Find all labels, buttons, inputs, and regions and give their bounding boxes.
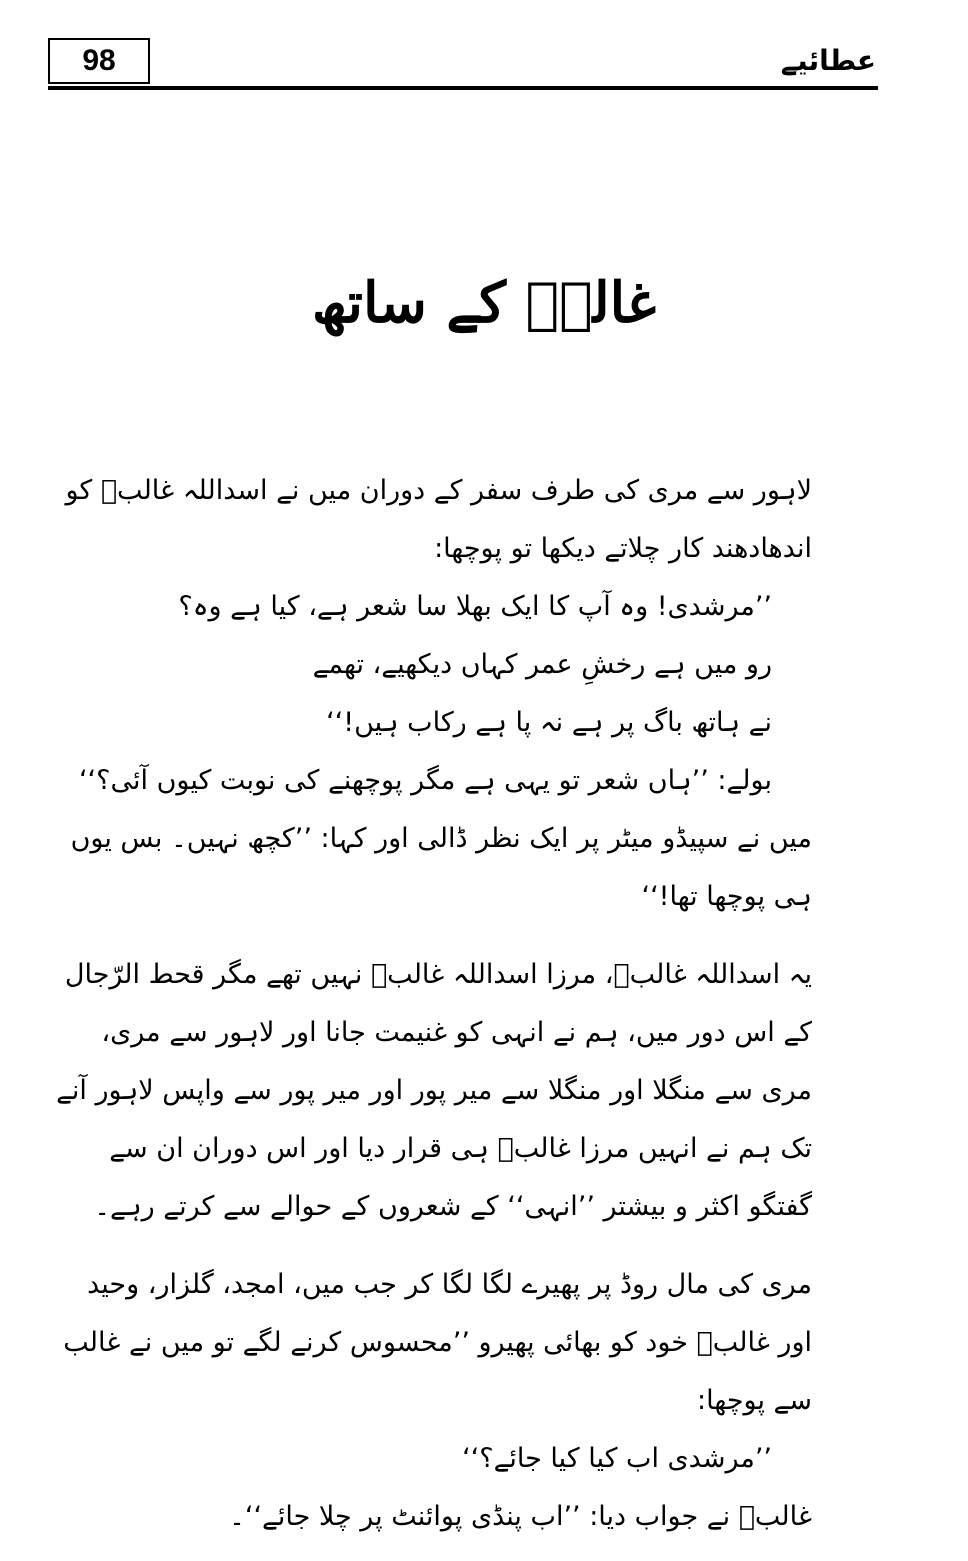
quote-line: ’’مرشدی اب کیا کیا جائے؟‘‘	[462, 1443, 772, 1474]
paragraph: یہ اسداللہ غالبؔ، مرزا اسداللہ غالبؔ نہیں تھے مگر قحط الرّجال کے اس دور میں، ہم نے انہی کو غنیمت جانا اور لاہور سے مری، مری سے منگلا اور منگلا سے میر پور اور میر پور سے واپس لاہور آنے تک ہم نے انہیں مرزا غالبؔ ہی قرار دیا اور اس دوران ان سے گفتگو اکثر و بیشتر ’’انہی‘‘ کے شعروں کے حوالے سے کرتے رہے۔	[56, 959, 812, 1222]
verse-line: نے ہاتھ باگ پر ہے نہ پا ہے رکاب ہیں!‘‘	[326, 707, 772, 738]
body-text	[52, 462, 812, 1546]
paragraph: مری کی مال روڈ پر پھیرے لگا لگا کر جب میں، امجد، گلزار، وحید اور غالبؔ خود کو بھائی پھیرو ’’محسوس کرنے لگے تو میں نے غالب سے پوچھا:	[63, 1269, 812, 1416]
paragraph: میں نے سپیڈو میٹر پر ایک نظر ڈالی اور کہا: ’’کچھ نہیں۔ بس یوں ہی پوچھا تھا!‘‘	[70, 823, 812, 912]
verse-line: رو میں ہے رخشِ عمر کہاں دیکھیے، تھمے	[312, 649, 772, 680]
page-number: 98	[48, 38, 150, 84]
paragraph: لاہور سے مری کی طرف سفر کے دوران میں نے اسداللہ غالبؔ کو اندھادھند کار چلاتے دیکھا تو پوچھا:	[65, 475, 812, 564]
quote-line: بولے: ’’ہاں شعر تو یہی ہے مگر پوچھنے کی نوبت کیوں آئی؟‘‘	[78, 765, 772, 796]
header-divider	[48, 86, 878, 90]
quote-line: ’’مرشدی! وہ آپ کا ایک بھلا سا شعر ہے، کیا ہے وہ؟	[178, 591, 772, 622]
running-header: عطائیے	[780, 44, 876, 77]
chapter-title: غالبؔ کے ساتھ	[311, 270, 657, 336]
paragraph: غالبؔ نے جواب دیا: ’’اب پنڈی پوائنٹ پر چلا جائے‘‘۔	[229, 1501, 812, 1532]
